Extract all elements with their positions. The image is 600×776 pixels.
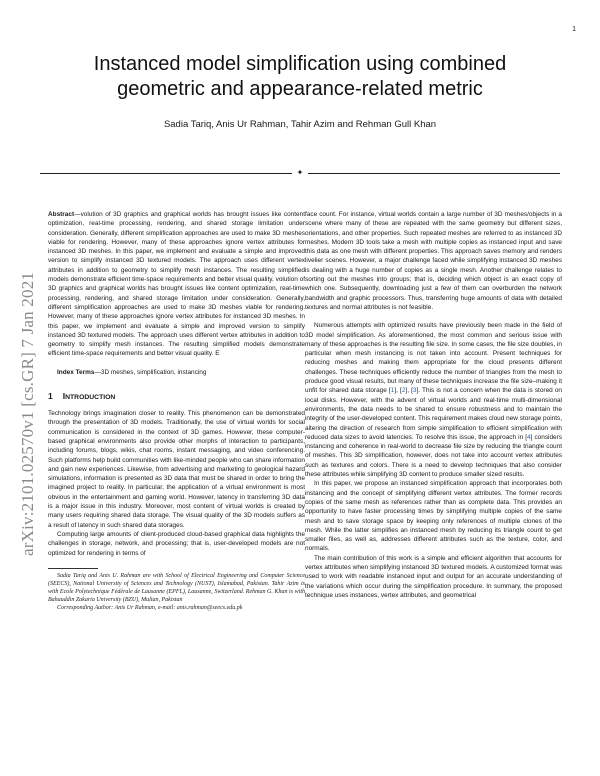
abstract-text: —volution of 3D graphics and graphical worlds has brought issues like content optimization, real-time processing, rendering, and shared storage limitation under consideration. Generally, different simplification approaches are used to make 3D meshes viable for rendering. However, many of these approaches ignore vertex attributes for instanced 3D meshes. In this paper, we implement and evaluate a simple and improved version to simplify instanced 3D textured models. The approach uses different vertex attributes in addition to geometry to simplify mesh instances. The resulting simplified models demonstrate efficient time-space requirements and better visual quality. volution of 3D graphics and graphical worlds has brought issues like content optimization, real-time processing, rendering, and shared storage limitation under consideration. Generally, different simplification approaches are used to make 3D meshes viable for rendering. However, many of these approaches ignore vertex attributes for instanced 3D meshes. In this paper, we implement and evaluate a simple and improved version to simplify instanced 3D textured models. The approach uses different vertex attributes in addition to geometry to simplify mesh instances. The resulting simplified models demonstrate efficient time-space requirements and better visual quality. E bbox=[48, 211, 305, 358]
footnote-corresponding-author: Corresponding Author: Anis Ur Rahman, e-mail: anis.rahman@seecs.edu.pk bbox=[57, 605, 243, 612]
divider-diamond-icon: ✦ bbox=[296, 168, 304, 177]
index-terms-text: —3D meshes, simplification, instancing bbox=[94, 368, 207, 376]
intro-paragraph-2: Computing large amounts of client-produced cloud-based graphical data highlights the challenges in storage, network, and processing; that is, user-developed models are not optimized for rendering in terms of bbox=[48, 530, 305, 557]
footnote-rule bbox=[48, 568, 98, 569]
paragraph-text: Numerous attempts with optimized results have previously been made in the field of 3D model simplification. As aforementioned, the most common and serious issue with many of these approaches is the resulting file size. In some cases, the file size doubles, in particular when mesh instancing is not taken into account. Present techniques for reducing meshes and making them appropriate for the cloud presents different challenges. These techniques efficiently reduce the number of triangles from the mesh to produce good visual results, but many of these techniques increase the file size–making it unfit for shared data storage [ bbox=[305, 322, 562, 395]
paragraph-text: ] considers instancing and coherence in real-world to decrease file size by reducing the triangle count of meshes. This 3D simplification, however, does not take into account vertex attributes such as textures and colors. There is a need to develop techniques that also consider these attributes while simplifying 3D content to produce smaller sized results. bbox=[305, 433, 562, 479]
right-paragraph-2 bbox=[305, 321, 562, 479]
paragraph-text: ]. This is not a concern when the data is stored on local disks. However, with the advent of virtual worlds and real-time multi-dimensional environments, the data needs to be shared to ensure robustness and to maintain the integrity of the user-developed content. This requirement makes cloud new storage points, altering the direction of research from simple simplification to efficient simplification with reduced data sizes to avoid latencies. To resolve this issue, the approach in [ bbox=[305, 387, 563, 441]
right-paragraph-3: In this paper, we propose an instanced simplification approach that incorporates both instancing and the concept of simplifying different vertex attributes. The former records copies of the same mesh as references rather than as complete data. This provides an opportunity to have faster processing times by simplifying multiple copies of the same mesh and to save storage space by keeping only references of multiple clones of the mesh. While the latter simplifies an instanced mesh by reducing its triangle count to get smaller files, as well as, addresses different attributes such as the texture, color, and normals. bbox=[305, 480, 562, 553]
section-title-initial: I bbox=[62, 391, 66, 402]
title-divider bbox=[40, 170, 560, 178]
author-list: Sadia Tariq, Anis Ur Rahman, Tahir Azim and Rehman Gull Khan bbox=[163, 119, 437, 130]
section-heading-introduction bbox=[48, 391, 305, 403]
abstract-label: Abstract bbox=[48, 211, 75, 218]
left-column bbox=[48, 210, 305, 612]
right-paragraph-4: The main contribution of this work is a simple and efficient algorithm that accounts for vertex attributes when simplifying instanced 3D textured models. A customized format was used to work with readable instanced input and output for an accurate understanding of the variations which occur during the simplification procedure. In summary, the proposed technique uses instances, vertex attributes, and geometrical bbox=[305, 554, 562, 599]
footnote-affiliation: Sadia Tariq and Anis U. Rahman are with School of Electrical Engineering and Computer Science (SEECS), National University of Sciences and Technology (NUST), Islamabad, Pakistan. Tahir Azim is with Ecole Polytechnique Fédérale de Lausanne (EPFL), Lausanne, Switzerland. Rehman G. Khan is with Bahauddin Zakaria University (BZU), Multan, Pakistan bbox=[48, 572, 305, 604]
citation-link[interactable]: 1 bbox=[390, 387, 395, 395]
abstract bbox=[48, 210, 305, 359]
page-number: 1 bbox=[572, 26, 576, 33]
title-line-1: Instanced model simplification using combined bbox=[93, 53, 507, 75]
index-terms bbox=[48, 368, 305, 377]
intro-paragraph-1: Technology brings imagination closer to reality. This phenomenon can be demonstrated through the presentation of 3D models. Traditionally, the use of virtual worlds for social communication is considered in the context of 3D games. However, these computer-based graphical environments also provide other morphs of interaction to participants, including forums, blogs, wikis, chat rooms, instant messaging, and video conferencing. Such platforms help build communities with like-minded people who can share information and gain new experiences. Likewise, from advertising and marketing to geological hazard simulations, information is presented as 3D data that must be shared in order to bring the imagined project to reality. In particular, the application of a virtual environment is most obvious in the entertainment and gaming world. However, latency in transferring 3D data is a major issue in this industry. Moreover, most content of virtual worlds is created by many users requiring shared data storage. The visual quality of the 3D models suffers as a result of latency in such shared data storages. bbox=[48, 410, 305, 529]
citation-separator: ], [ bbox=[405, 387, 413, 395]
divider-rule-left bbox=[40, 173, 292, 174]
section-number: 1 bbox=[48, 391, 53, 402]
divider-rule-right bbox=[308, 173, 560, 174]
right-paragraph-1: face count. For instance, virtual worlds contain a large number of 3D meshes/objects in a scene where many of these are repeated with the same geometry but different sizes, orientations, and other properties. Such repeated meshes are referred to as instanced 3D meshes. Modern 3D tools take a mesh with multiple copies as instanced input and save this data as one mesh with different properties. This approach saves memory and renders livelier scenes. However, a major challenge faced while simplifying instanced 3D meshes is dealing with a huge number of copies as a single mesh. Another challenge relates to sorting out the meshes into groups; that is, deciding which object is an exact copy of which one. Subsequently, downloading just a few of them can overburden the network bandwidth and graphic processors. Thus, transferring huge amounts of data with detailed textures and normal attributes is not feasible. bbox=[305, 211, 562, 311]
citation-link[interactable]: 2 bbox=[401, 387, 406, 395]
right-column bbox=[305, 210, 562, 600]
citation-separator: ], [ bbox=[394, 387, 402, 395]
citation-link[interactable]: 4 bbox=[527, 433, 531, 441]
citation-link[interactable]: 3 bbox=[412, 387, 417, 395]
arxiv-stamp: arXiv:2101.02570v1 [cs.GR] 7 Jan 2021 bbox=[18, 271, 37, 556]
section-title-rest: NTRODUCTION bbox=[65, 394, 116, 402]
index-terms-label: Index Terms bbox=[57, 368, 95, 376]
title-line-2: geometric and appearance-related metric bbox=[117, 78, 483, 100]
paper-title bbox=[40, 52, 560, 102]
